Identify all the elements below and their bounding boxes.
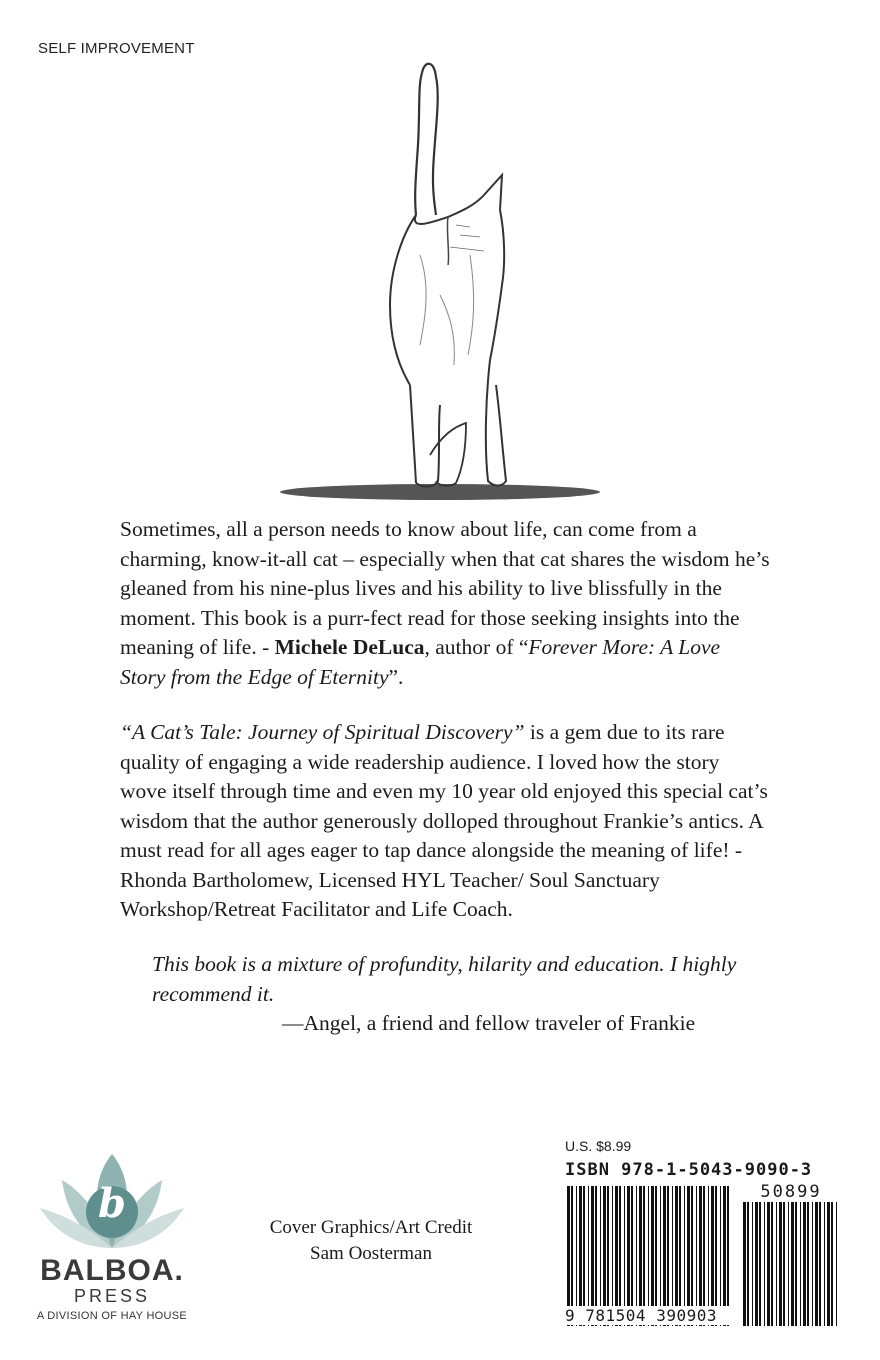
book-title-quote: “A Cat’s Tale: Journey of Spiritual Discovery” [120,720,525,744]
publisher-logo [32,1150,192,1330]
testimonial-quote [152,950,772,1039]
barcode-bar [720,1186,721,1326]
barcode-bar [639,1186,642,1326]
category-label: SELF IMPROVEMENT [38,40,195,57]
barcode-bar [824,1202,825,1326]
barcode-bar [691,1186,693,1326]
barcode-bar [684,1186,685,1326]
barcode-bar [788,1202,789,1326]
cat-shadow [280,484,600,500]
barcode-bar [595,1186,597,1326]
barcode-bar [755,1202,758,1326]
barcode-bar [643,1186,645,1326]
barcode-bar [607,1186,609,1326]
barcode-bar [636,1186,637,1326]
barcode-bar [776,1202,777,1326]
barcode-bar [631,1186,633,1326]
barcode-bar [703,1186,705,1326]
barcode-bar [827,1202,830,1326]
logo-letter: b [98,1180,126,1227]
barcode-bar [747,1202,749,1326]
barcode-bar [687,1186,690,1326]
barcode-bar [771,1202,773,1326]
barcode-bar [624,1186,625,1326]
barcode-bar [571,1186,573,1326]
barcode-bar [651,1186,654,1326]
barcode-bar [660,1186,661,1326]
quote-text: This book is a mixture of profundity, hilarity and education. I highly recommend it. [152,952,737,1006]
barcode-bar [615,1186,618,1326]
cat-illustration [270,55,610,505]
barcode-bar [667,1186,669,1326]
barcode-bar [791,1202,794,1326]
review-blurb-bartholomew [120,718,770,925]
barcode-bar [723,1186,726,1326]
publisher-imprint: PRESS [73,1286,151,1306]
barcode-bar [696,1186,697,1326]
ean-barcode [565,1186,733,1326]
quote-attribution: —Angel, a friend and fellow traveler of Frankie [282,1011,696,1035]
ean-number: 9 781504 390903 [565,1306,733,1325]
barcode-bar [800,1202,801,1326]
barcode-bar [619,1186,621,1326]
credit-label: Cover Graphics/Art Credit [269,1217,473,1238]
barcode-bar [803,1202,806,1326]
barcode-bar [819,1202,821,1326]
barcode-bar [836,1202,837,1326]
barcode-bar [812,1202,813,1326]
barcode-bar [603,1186,606,1326]
publisher-name: BALBOA. [40,1254,184,1287]
barcode-bar [675,1186,678,1326]
barcode-block [565,1138,845,1338]
barcode-bar [795,1202,797,1326]
barcode-bar [807,1202,809,1326]
review-text: is a gem due to its rare quality of engaging a wide readership audience. I loved how the story wove itself through time and even my 10 year old enjoyed this special cat’s wisdom that the author generously dolloped throughout Frankie’s antics. A must read for all ages eager to tap dance alongside the meaning of life! - Rhonda Bartholomew, Licensed HYL Teacher/ Soul Sanctuary Workshop/Retreat Facilitator and Life Coach. [120,720,768,921]
barcode-bar [591,1186,594,1326]
barcode-bar [579,1186,582,1326]
barcode-bar [779,1202,782,1326]
price-label: U.S. $8.99 [565,1138,632,1154]
barcode-bar [831,1202,833,1326]
barcode-bar [583,1186,585,1326]
credit-name: Sam Oosterman [310,1243,432,1264]
review-author-role: , author of “ [424,635,529,659]
art-credit [255,1215,487,1267]
barcode-bar [655,1186,657,1326]
barcode-bar [708,1186,709,1326]
barcode-bar [588,1186,589,1326]
barcode-bar [743,1202,746,1326]
publisher-division: A DIVISION OF HAY HOUSE [36,1310,188,1322]
barcode-bar [627,1186,630,1326]
review-work-title: Forever More: A Love Story from the Edge of Eternity [120,635,721,689]
barcode-bar [759,1202,761,1326]
review-blurb-deluca [120,515,770,692]
barcode-bar [679,1186,681,1326]
barcode-bar [699,1186,702,1326]
barcode-bar [752,1202,753,1326]
barcode-bar [764,1202,765,1326]
barcode-bar [663,1186,666,1326]
barcode-bar [648,1186,649,1326]
barcode-bar [715,1186,717,1326]
review-author: Michele DeLuca [274,635,425,659]
barcode-bar [612,1186,613,1326]
barcode-bar [600,1186,601,1326]
barcode-bar [672,1186,673,1326]
barcode-bar [783,1202,785,1326]
isbn-number: ISBN 978-1-5043-9090-3 [565,1160,813,1180]
barcode-bar [767,1202,770,1326]
barcode-bar [815,1202,818,1326]
barcode-bar [711,1186,714,1326]
review-text: Sometimes, all a person needs to know about life, can come from a charming, know-it-all cat – especially when that cat shares the wisdom he’s gleaned from his nine-plus lives and his ability to live blissfully in the moment. This book is a purr-fect read for those seeking insights into the meaning of life. - [120,517,770,659]
barcode-bar [727,1186,729,1326]
addon-barcode [741,1202,841,1326]
review-end: ”. [388,664,404,689]
addon-number: 50899 [760,1182,822,1202]
barcode-bar [567,1186,570,1326]
barcode-bar [576,1186,577,1326]
